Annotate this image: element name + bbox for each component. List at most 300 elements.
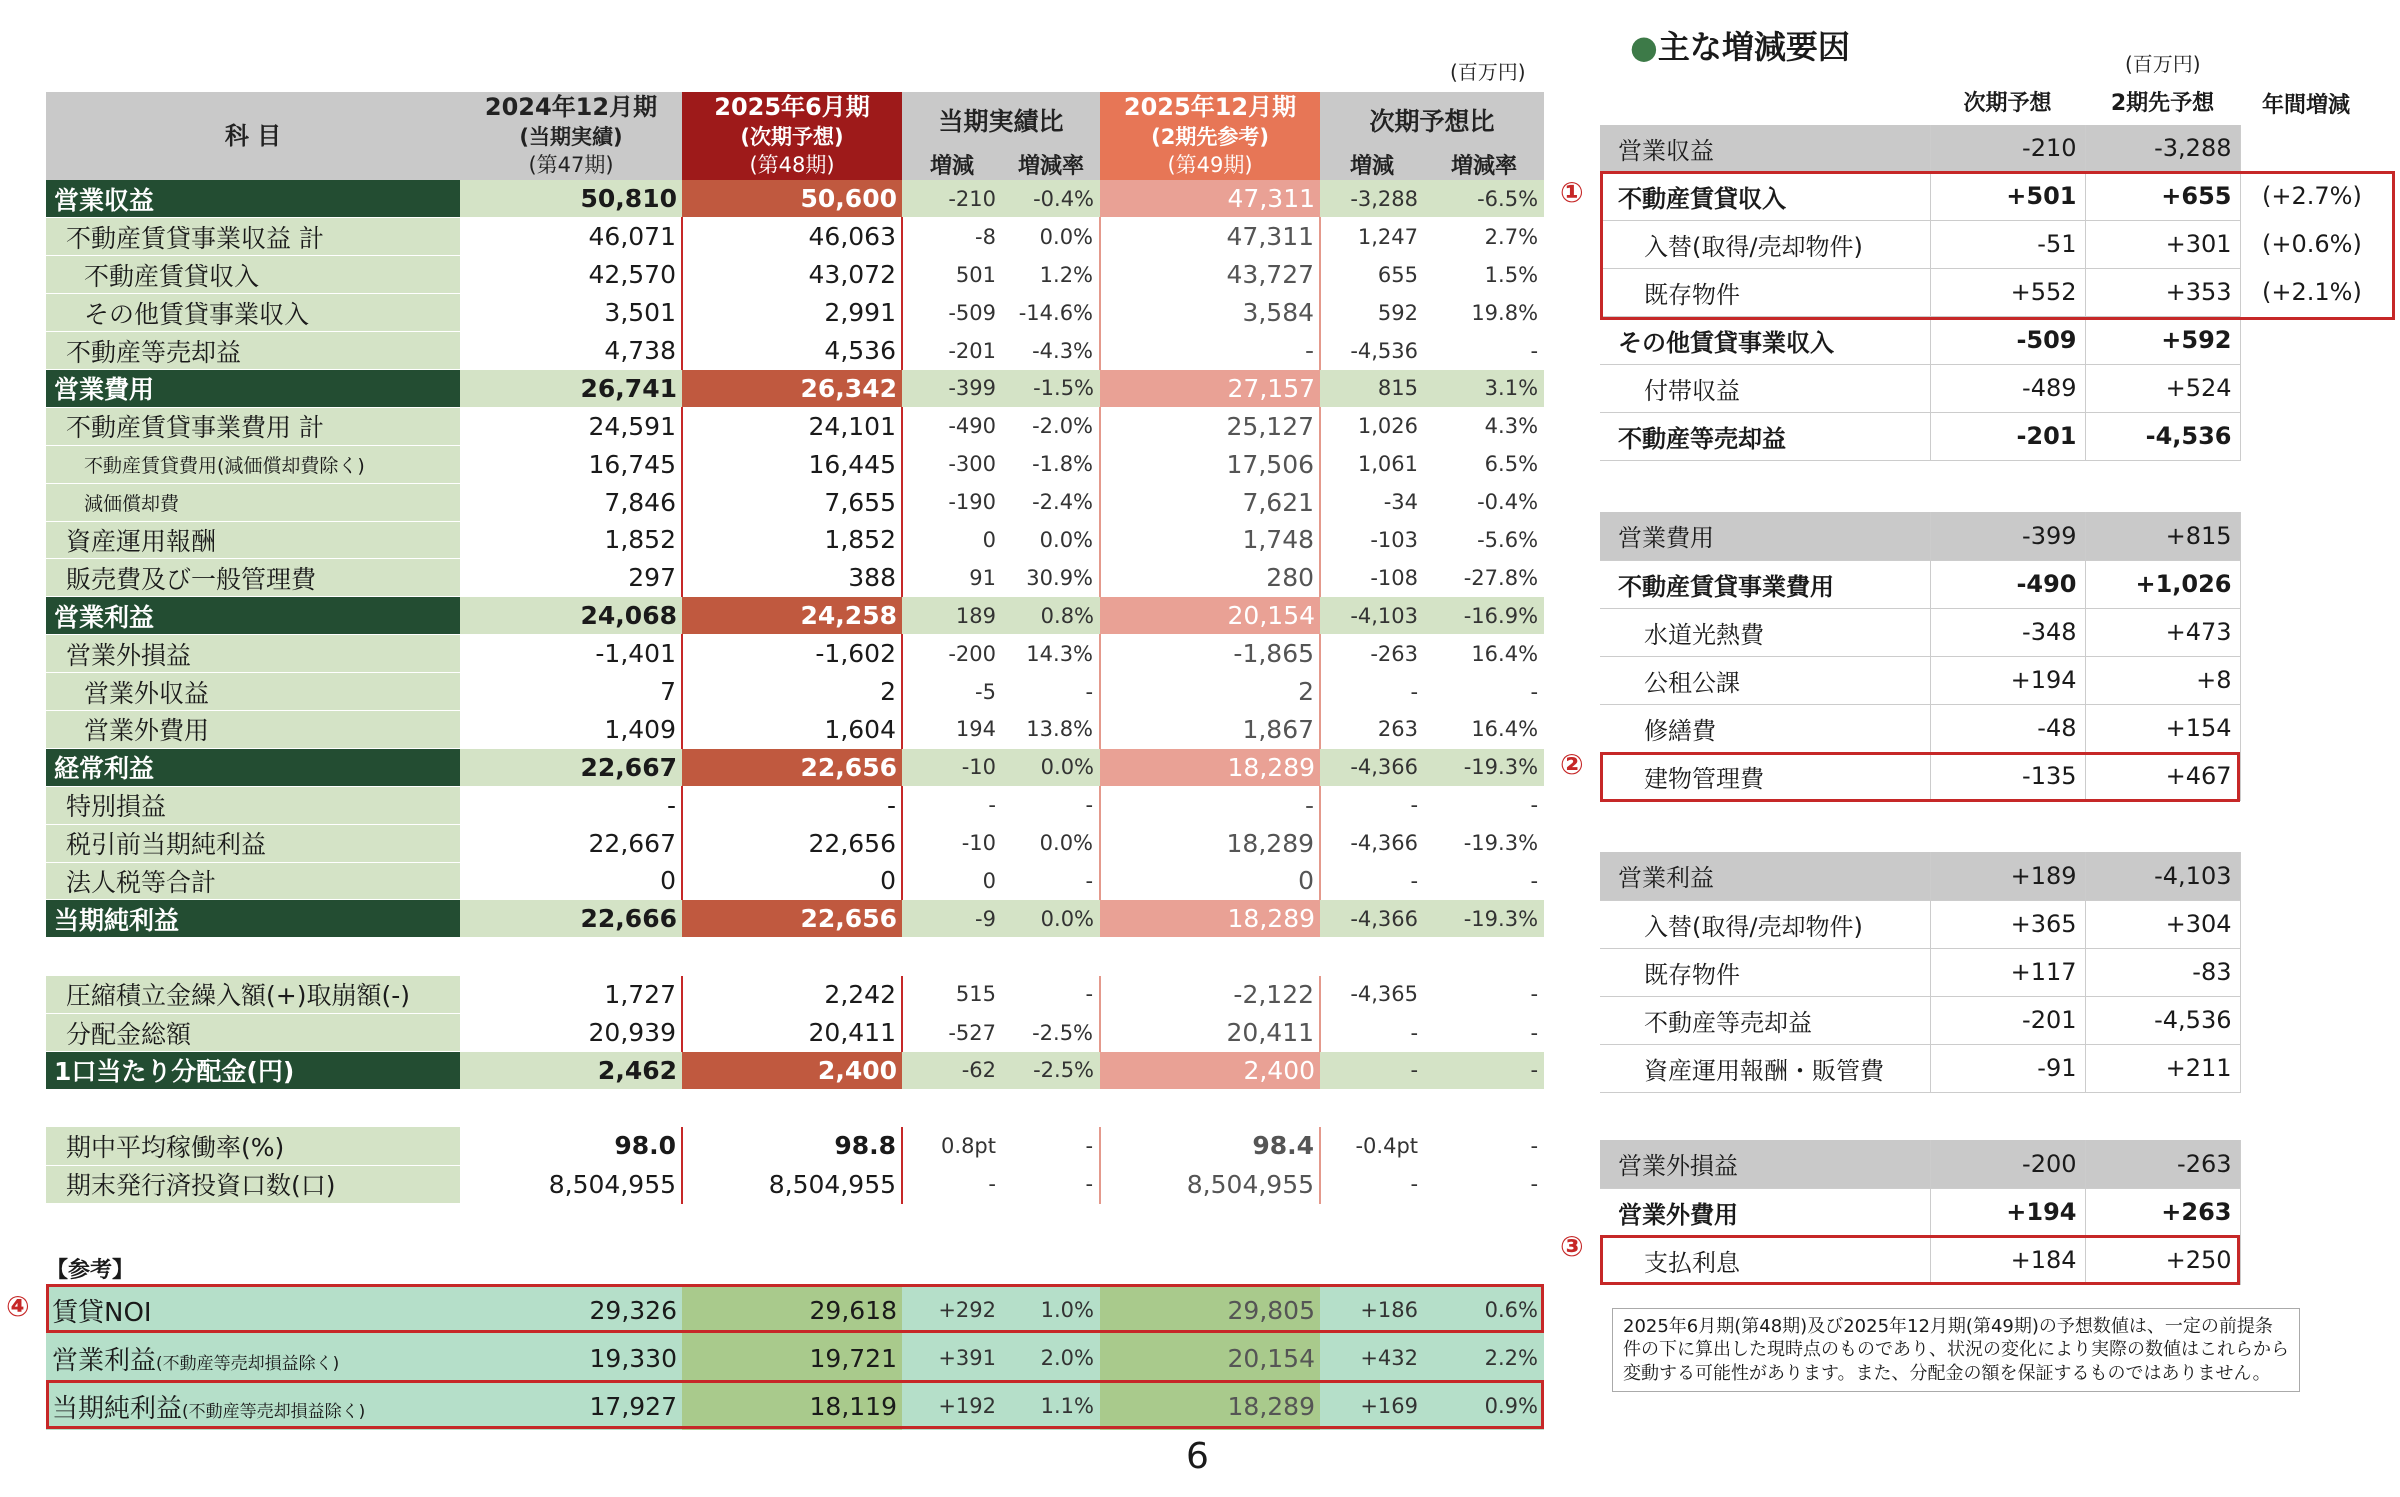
cell-c: -4,366 (1320, 900, 1424, 938)
cell-v2: 98.8 (682, 1127, 902, 1165)
factor-label: 既存物件 (1600, 948, 1930, 996)
cell-v1: 1,727 (460, 976, 682, 1014)
cell-d: - (1424, 1014, 1544, 1052)
cell-v2: 22,656 (682, 748, 902, 786)
factor-row (1600, 656, 2240, 704)
cell-v1: 297 (460, 559, 682, 597)
cell-label: 不動産賃貸費用(減価償却費除く) (46, 445, 460, 483)
cell-v3: -2,122 (1100, 976, 1320, 1014)
table-row (46, 483, 1544, 521)
factor-label: 修繕費 (1600, 704, 1930, 752)
cell-c: -4,366 (1320, 824, 1424, 862)
table-row (46, 900, 1544, 938)
cell-d: - (1424, 332, 1544, 370)
cell-a: -62 (902, 1051, 1002, 1089)
factor-label: 入替(取得/売却物件) (1600, 220, 1930, 268)
table-row (46, 673, 1544, 711)
cell-v3: 2,400 (1100, 1051, 1320, 1089)
factor-annual: (+2.1%) (2262, 278, 2362, 306)
factor-next2: +524 (2085, 364, 2240, 412)
cell-d: -0.4% (1424, 483, 1544, 521)
cell-label: 特別損益 (46, 786, 460, 824)
ref-cell-a: +391 (902, 1334, 1002, 1382)
factor-next2: -263 (2085, 1140, 2240, 1188)
ref-label: 賃貸NOI (46, 1286, 460, 1334)
cell-label: 不動産賃貸収入 (46, 256, 460, 294)
cell-v1: 24,591 (460, 407, 682, 445)
table-row (46, 1127, 1544, 1165)
factor-row (1600, 900, 2240, 948)
factor-next: +117 (1930, 948, 2085, 996)
cell-d: 3.1% (1424, 369, 1544, 407)
cell-b: - (1002, 976, 1100, 1014)
cell-label: 税引前当期純利益 (46, 824, 460, 862)
cell-v1: 42,570 (460, 256, 682, 294)
factor-row (1600, 124, 2240, 172)
cell-b: -4.3% (1002, 332, 1100, 370)
table-row (46, 1165, 1544, 1203)
header-d2b: 増減率 (1424, 148, 1544, 180)
factor-next2: -83 (2085, 948, 2240, 996)
factor-next: -51 (1930, 220, 2085, 268)
table-row (46, 1051, 1544, 1089)
factor-row (1600, 560, 2240, 608)
factor-next2: +815 (2085, 512, 2240, 560)
cell-b: -1.8% (1002, 445, 1100, 483)
factor-row (1600, 852, 2240, 900)
factor-annual: (+2.7%) (2262, 182, 2362, 210)
cell-v1: 16,745 (460, 445, 682, 483)
factor-next: -200 (1930, 1140, 2085, 1188)
right-title: ●主な増減要因 (1630, 28, 1850, 66)
cell-v1: 46,071 (460, 218, 682, 256)
factor-next: +365 (1930, 900, 2085, 948)
cell-b: - (1002, 1127, 1100, 1165)
factor-next: -399 (1930, 512, 2085, 560)
cell-v2: 22,656 (682, 824, 902, 862)
table-row (46, 332, 1544, 370)
table-row (46, 1014, 1544, 1052)
factor-next2: -4,536 (2085, 996, 2240, 1044)
table-row (46, 862, 1544, 900)
cell-v1: 7 (460, 673, 682, 711)
cell-label: 営業費用 (46, 369, 460, 407)
header-p1: 2024年12月期 (当期実績) (第47期) (460, 92, 682, 180)
cell-b: 30.9% (1002, 559, 1100, 597)
table-row (46, 597, 1544, 635)
factor-next: -201 (1930, 412, 2085, 460)
header-d2a: 増減 (1320, 148, 1424, 180)
factor-row (1600, 996, 2240, 1044)
cell-b: - (1002, 673, 1100, 711)
cell-d: -19.3% (1424, 748, 1544, 786)
factor-next: -201 (1930, 996, 2085, 1044)
cell-v1: - (460, 786, 682, 824)
cell-label: 営業利益 (46, 597, 460, 635)
cell-v1: 20,939 (460, 1014, 682, 1052)
table-row (46, 521, 1544, 559)
cell-label: 不動産賃貸事業費用 計 (46, 407, 460, 445)
cell-b: 0.8% (1002, 597, 1100, 635)
factor-next: -210 (1930, 124, 2085, 172)
header-d2: 次期予想比 (1320, 92, 1544, 148)
cell-d: - (1424, 1127, 1544, 1165)
factor-row (1600, 1044, 2240, 1092)
cell-label: 法人税等合計 (46, 862, 460, 900)
table-row (46, 445, 1544, 483)
cell-d: 16.4% (1424, 635, 1544, 673)
factor-next2: +8 (2085, 656, 2240, 704)
factor-label: 不動産賃貸収入 (1600, 172, 1930, 220)
cell-d: -5.6% (1424, 521, 1544, 559)
factor-row (1600, 364, 2240, 412)
factor-label: 不動産賃貸事業費用 (1600, 560, 1930, 608)
cell-v2: 1,604 (682, 710, 902, 748)
cell-a: - (902, 1165, 1002, 1203)
cell-v1: 4,738 (460, 332, 682, 370)
cell-v2: 388 (682, 559, 902, 597)
factor-next: -489 (1930, 364, 2085, 412)
factor-next2: -4,103 (2085, 852, 2240, 900)
factor-next2: +154 (2085, 704, 2240, 752)
factor-label: 不動産等売却益 (1600, 996, 1930, 1044)
cell-v1: 26,741 (460, 369, 682, 407)
cell-a: -10 (902, 824, 1002, 862)
cell-v3: 18,289 (1100, 748, 1320, 786)
cell-b: 14.3% (1002, 635, 1100, 673)
table-row (46, 710, 1544, 748)
ref-cell-d: 2.2% (1424, 1334, 1544, 1382)
factor-row (1600, 704, 2240, 752)
factor-label: 営業外費用 (1600, 1188, 1930, 1236)
factor-label: 不動産等売却益 (1600, 412, 1930, 460)
cell-c: 1,061 (1320, 445, 1424, 483)
factor-label: 入替(取得/売却物件) (1600, 900, 1930, 948)
cell-v1: 1,852 (460, 521, 682, 559)
cell-v2: 26,342 (682, 369, 902, 407)
cell-d: -6.5% (1424, 180, 1544, 218)
cell-a: -8 (902, 218, 1002, 256)
cell-a: -509 (902, 294, 1002, 332)
cell-v3: 47,311 (1100, 218, 1320, 256)
cell-v2: 8,504,955 (682, 1165, 902, 1203)
highlight-box-4b (46, 1380, 1544, 1429)
cell-v3: 0 (1100, 862, 1320, 900)
cell-a: 91 (902, 559, 1002, 597)
cell-label: 1口当たり分配金(円) (46, 1051, 460, 1089)
cell-d: -19.3% (1424, 824, 1544, 862)
factor-row (1600, 412, 2240, 460)
factor-label: 既存物件 (1600, 268, 1930, 316)
cell-v3: 27,157 (1100, 369, 1320, 407)
factor-next2: +301 (2085, 220, 2240, 268)
cell-a: 0 (902, 521, 1002, 559)
disclaimer-note: 2025年6月期(第48期)及び2025年12月期(第49期)の予想数値は、一定の前提条件の下に算出した現時点のものであり、状況の変化により実際の数値はこれらから変動する可能性があります。また、分配金の額を保証するものではありません。 (1612, 1308, 2300, 1392)
cell-c: 815 (1320, 369, 1424, 407)
cell-v3: - (1100, 786, 1320, 824)
cell-label: 期中平均稼働率(%) (46, 1127, 460, 1165)
ref-cell-v2: 19,721 (682, 1334, 902, 1382)
cell-v2: 1,852 (682, 521, 902, 559)
factor-next2: +304 (2085, 900, 2240, 948)
ref-cell-v1: 29,326 (460, 1286, 682, 1334)
ref-cell-v1: 19,330 (460, 1334, 682, 1382)
header-d1a: 増減 (902, 148, 1002, 180)
table-row (46, 256, 1544, 294)
cell-v2: -1,602 (682, 635, 902, 673)
ref-cell-c: +186 (1320, 1286, 1424, 1334)
cell-d: 19.8% (1424, 294, 1544, 332)
cell-v1: 8,504,955 (460, 1165, 682, 1203)
ref-cell-d: 0.6% (1424, 1286, 1544, 1334)
cell-b: 0.0% (1002, 900, 1100, 938)
page-number: 6 (1186, 1436, 1209, 1477)
factor-next: +501 (1930, 172, 2085, 220)
cell-v3: 43,727 (1100, 256, 1320, 294)
cell-a: 515 (902, 976, 1002, 1014)
cell-label: 分配金総額 (46, 1014, 460, 1052)
factor-label: 公租公課 (1600, 656, 1930, 704)
cell-d: - (1424, 1165, 1544, 1203)
factor-annual: (+0.6%) (2262, 230, 2362, 258)
cell-label: 経常利益 (46, 748, 460, 786)
cell-a: -10 (902, 748, 1002, 786)
hdr-next: 次期予想 (1930, 80, 2085, 124)
ref-cell-b: 2.0% (1002, 1334, 1100, 1382)
cell-v3: 25,127 (1100, 407, 1320, 445)
cell-v1: 98.0 (460, 1127, 682, 1165)
factor-next: +194 (1930, 656, 2085, 704)
header-d1b: 増減率 (1002, 148, 1100, 180)
cell-d: 2.7% (1424, 218, 1544, 256)
cell-b: - (1002, 1165, 1100, 1203)
cell-c: - (1320, 1165, 1424, 1203)
ref-cell-v2: 29,618 (682, 1286, 902, 1334)
cell-a: -5 (902, 673, 1002, 711)
factor-next: +194 (1930, 1188, 2085, 1236)
factor-next: -509 (1930, 316, 2085, 364)
table-row (46, 407, 1544, 445)
cell-d: - (1424, 1051, 1544, 1089)
marker-3: ③ (1560, 1230, 1584, 1263)
cell-c: -4,365 (1320, 976, 1424, 1014)
cell-c: - (1320, 862, 1424, 900)
ref-cell-b: 1.1% (1002, 1382, 1100, 1430)
ref-cell-v3: 29,805 (1100, 1286, 1320, 1334)
ref-label: 当期純利益(不動産等売却損益除く) (46, 1382, 460, 1430)
cell-d: 6.5% (1424, 445, 1544, 483)
cell-label: 当期純利益 (46, 900, 460, 938)
cell-label: 期末発行済投資口数(口) (46, 1165, 460, 1203)
factor-label: 支払利息 (1600, 1236, 1930, 1284)
table-row (46, 294, 1544, 332)
cell-v1: 24,068 (460, 597, 682, 635)
cell-v3: 3,584 (1100, 294, 1320, 332)
cell-a: -200 (902, 635, 1002, 673)
hdr-next2: 2期先予想 (2085, 80, 2240, 124)
factor-next: +184 (1930, 1236, 2085, 1284)
table-row (46, 180, 1544, 218)
factor-next: -91 (1930, 1044, 2085, 1092)
factor-next2: +1,026 (2085, 560, 2240, 608)
cell-c: -4,103 (1320, 597, 1424, 635)
cell-v1: 2,462 (460, 1051, 682, 1089)
cell-v3: 7,621 (1100, 483, 1320, 521)
cell-v2: 50,600 (682, 180, 902, 218)
cell-v3: 1,867 (1100, 710, 1320, 748)
factor-label: 付帯収益 (1600, 364, 1930, 412)
cell-b: 1.2% (1002, 256, 1100, 294)
cell-c: -0.4pt (1320, 1127, 1424, 1165)
cell-v1: 22,667 (460, 824, 682, 862)
cell-b: -2.0% (1002, 407, 1100, 445)
cell-a: -527 (902, 1014, 1002, 1052)
ref-cell-b: 1.0% (1002, 1286, 1100, 1334)
factor-label: 営業利益 (1600, 852, 1930, 900)
cell-label: 営業収益 (46, 180, 460, 218)
cell-v1: 22,666 (460, 900, 682, 938)
cell-d: 4.3% (1424, 407, 1544, 445)
marker-1: ① (1560, 176, 1584, 209)
cell-a: 194 (902, 710, 1002, 748)
cell-c: 263 (1320, 710, 1424, 748)
factor-next2: +353 (2085, 268, 2240, 316)
cell-b: 0.0% (1002, 748, 1100, 786)
ref-cell-c: +432 (1320, 1334, 1424, 1382)
cell-c: -263 (1320, 635, 1424, 673)
cell-v3: 1,748 (1100, 521, 1320, 559)
cell-label: その他賃貸事業収入 (46, 294, 460, 332)
header-item: 科 目 (46, 92, 460, 180)
cell-label: 不動産等売却益 (46, 332, 460, 370)
cell-a: 0 (902, 862, 1002, 900)
cell-c: -4,536 (1320, 332, 1424, 370)
table-row (46, 218, 1544, 256)
highlight-box-3 (1600, 1235, 2240, 1285)
cell-v2: 7,655 (682, 483, 902, 521)
ref-cell-v3: 18,289 (1100, 1382, 1320, 1430)
cell-c: -103 (1320, 521, 1424, 559)
cell-b: 0.0% (1002, 824, 1100, 862)
cell-v2: 2,991 (682, 294, 902, 332)
cell-label: 不動産賃貸事業収益 計 (46, 218, 460, 256)
cell-v2: 20,411 (682, 1014, 902, 1052)
factor-row (1600, 512, 2240, 560)
cell-a: -201 (902, 332, 1002, 370)
cell-a: 0.8pt (902, 1127, 1002, 1165)
factor-next: -348 (1930, 608, 2085, 656)
cell-v1: 1,409 (460, 710, 682, 748)
cell-v2: 2,242 (682, 976, 902, 1014)
table-row (46, 369, 1544, 407)
factor-row (1600, 948, 2240, 996)
factor-label: 建物管理費 (1600, 752, 1930, 800)
factor-next: +189 (1930, 852, 2085, 900)
factor-next2: +250 (2085, 1236, 2240, 1284)
cell-v2: 2,400 (682, 1051, 902, 1089)
factor-next2: -3,288 (2085, 124, 2240, 172)
factor-next2: -4,536 (2085, 412, 2240, 460)
header-d1: 当期実績比 (902, 92, 1100, 148)
cell-v2: 43,072 (682, 256, 902, 294)
unit-label-right: (百万円) (2125, 52, 2201, 76)
ref-cell-a: +292 (902, 1286, 1002, 1334)
cell-v1: 50,810 (460, 180, 682, 218)
cell-label: 営業外収益 (46, 673, 460, 711)
cell-v3: 18,289 (1100, 824, 1320, 862)
table-row (46, 786, 1544, 824)
table-row (46, 824, 1544, 862)
highlight-box-2 (1600, 752, 2240, 802)
factor-next2: +592 (2085, 316, 2240, 364)
cell-b: - (1002, 862, 1100, 900)
cell-v3: 8,504,955 (1100, 1165, 1320, 1203)
cell-c: 655 (1320, 256, 1424, 294)
cell-v2: 22,656 (682, 900, 902, 938)
cell-b: 0.0% (1002, 218, 1100, 256)
cell-v2: 4,536 (682, 332, 902, 370)
factor-label: 水道光熱費 (1600, 608, 1930, 656)
cell-v3: 280 (1100, 559, 1320, 597)
factor-table-profit (1600, 852, 2241, 1093)
table-row (46, 559, 1544, 597)
cell-c: -4,366 (1320, 748, 1424, 786)
cell-a: -190 (902, 483, 1002, 521)
factor-row (1600, 608, 2240, 656)
ref-cell-c: +169 (1320, 1382, 1424, 1430)
factor-row (1600, 1140, 2240, 1188)
ref-cell-v3: 20,154 (1100, 1334, 1320, 1382)
cell-label: 営業外損益 (46, 635, 460, 673)
ref-cell-a: +192 (902, 1382, 1002, 1430)
cell-v2: 24,258 (682, 597, 902, 635)
table-row (46, 635, 1544, 673)
ref-cell-v2: 18,119 (682, 1382, 902, 1430)
ref-label: 営業利益(不動産等売却損益除く) (46, 1334, 460, 1382)
factor-next2: +263 (2085, 1188, 2240, 1236)
marker-2: ② (1560, 748, 1584, 781)
cell-v2: 16,445 (682, 445, 902, 483)
cell-v1: 0 (460, 862, 682, 900)
cell-a: 189 (902, 597, 1002, 635)
cell-c: -3,288 (1320, 180, 1424, 218)
cell-v3: 20,154 (1100, 597, 1320, 635)
cell-v3: 2 (1100, 673, 1320, 711)
cell-c: 1,247 (1320, 218, 1424, 256)
unit-label: (百万円) (1450, 60, 1526, 84)
ref-title: 【参考】 (46, 1258, 135, 1283)
cell-b: -2.5% (1002, 1051, 1100, 1089)
header-p2: 2025年6月期 (次期予想) (第48期) (682, 92, 902, 180)
cell-a: -300 (902, 445, 1002, 483)
cell-b: -1.5% (1002, 369, 1100, 407)
factor-next: -490 (1930, 560, 2085, 608)
cell-d: - (1424, 786, 1544, 824)
cell-c: -34 (1320, 483, 1424, 521)
factor-label: 営業費用 (1600, 512, 1930, 560)
table-row (46, 976, 1544, 1014)
cell-v1: 22,667 (460, 748, 682, 786)
cell-d: 16.4% (1424, 710, 1544, 748)
cell-b: - (1002, 786, 1100, 824)
factor-label: その他賃貸事業収入 (1600, 316, 1930, 364)
cell-a: -399 (902, 369, 1002, 407)
factor-next: +552 (1930, 268, 2085, 316)
cell-label: 資産運用報酬 (46, 521, 460, 559)
cell-v2: 0 (682, 862, 902, 900)
cell-v3: 18,289 (1100, 900, 1320, 938)
factor-row (1600, 1188, 2240, 1236)
